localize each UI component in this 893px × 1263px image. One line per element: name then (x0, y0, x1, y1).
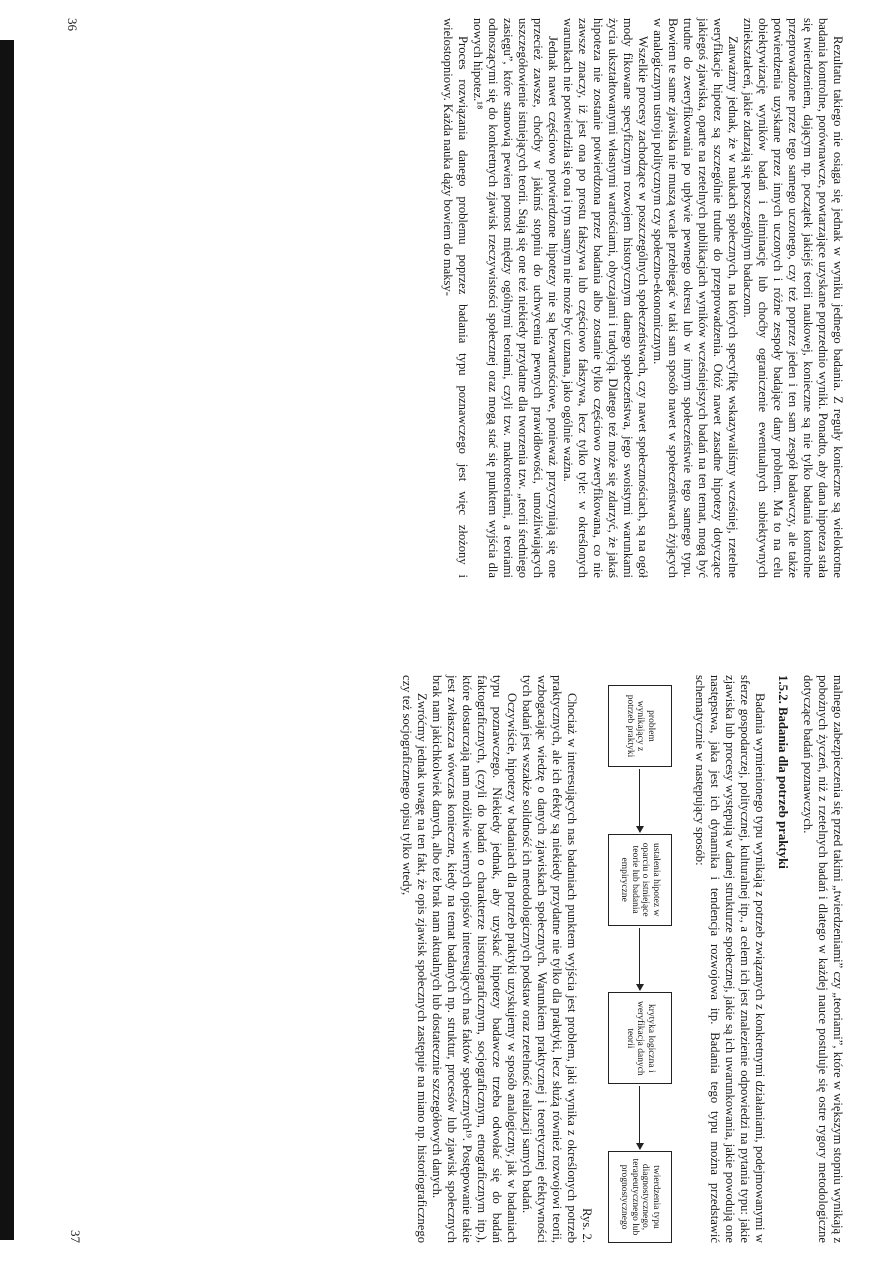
arrow-icon (640, 928, 641, 991)
paragraph: malnego zabezpieczenia się przed takimi „twierdzeniami” czy „teoriami”, które w większym stopniu wynikają z pobożnych życzeń, niż z rzetelnych badań i dlatego w każdej nauce postuluje się ostre rygory metodologiczne dotyczące badań poznawczych. (801, 675, 845, 1243)
page-number: 37 (68, 1230, 83, 1243)
arrow-icon (640, 769, 641, 832)
diagram-box-hypotheses: ustalenia hipotez w oparciu o istniejące teorie lub badania empiryczne (608, 834, 672, 926)
paragraph: Oczywiście, hipotezy w badaniach dla potrzeb praktyki uzyskujemy w sposób analogiczny, jak w badaniach typu poznawczego. Niekiedy jednak, aby uzyskać hipotezy badawcze trzeba odwołać się do badań faktograficznych, (czyli do badań o charakterze historiograficznym, socjograficznym, etnograficznym itp.), które dostarczają nam możliwie wiernych opisów interesujących nas faktów społecznych¹⁹. Postępowanie takie jest zwłaszcza wówczas konieczne, kiedy na temat badanych np. struktur, procesów lub zjawisk społecznych brak nam jakichkolwiek danych, albo też brak nam aktualnych lub dostatecznie szczegółowych danych. (430, 675, 519, 1243)
paragraph: Badania wymienionego typu wynikają z potrzeb związanych z konkretnymi działaniami, podejmowanymi w sferze gospodarczej, politycznej, kulturalnej itp., a celem ich jest znalezienie odpowiedzi na pytania typu: jakie zjawiska lub procesy występują w danej strukturze społecznej, jakie są ich uwarunkowania, jakie powodują one następstwa, jaka jest ich dynamika i tendencja rozwojowa itp. Badania tego typu można przedstawić schematycznie w następujący sposób: (693, 675, 767, 1243)
paragraph: Wszelkie procesy zachodzące w poszczególnych społeczeństwach, czy nawet społecznościach, są na ogół mody fikowane specyficznym rozwojem historycznym danego społeczeństwa, jego swoistymi warunkami życia ukształtowanymi własnymi wartościami, obyczajami i tradycją. Dlatego też może się zdarzyć, że jakaś hipoteza nie zostanie potwierdzona przez badania albo zostanie tylko częściowo zweryfikowana, co nie zawsze znaczy, iż jest ona po prostu fałszywa lub częściowo fałszywa, lecz tylko tyle: w określonych warunkach nie potwierdziła się ona i tym samym nie może być uznana, jako ogólnie ważna. (561, 18, 650, 578)
paragraph: Jednak nawet częściowo potwierdzone hipotezy nie są bezwartościowe, ponieważ przyczyniają się one przecież zawsze, choćby w jakimś stopniu do uchwycenia pewnych prawidłowości, umożliwiających uszczegółowienie istniejących teorii. Stają się one też niekiedy przydatne dla tworzenia tzw. „teorii średniego zasięgu”, które stanowią pewien pomost między ogólnymi teoriami, czyli tzw. makroteoriami, a teoriami odnoszącymi się do konkretnych zjawisk rzeczywistości społecznej oraz mogą stać się punktem wyjścia dla nowych hipotez.¹⁸ (471, 18, 560, 578)
arrow-icon (640, 1086, 641, 1149)
paragraph: Zwróćmy jednak uwagę na ten fakt, że opis zjawisk społecznych zastępuje na miano np. historiograficznego czy też socjograficznego opisu tylko wtedy, (400, 675, 429, 1243)
section-title: 1.5.2. Badania dla potrzeb praktyki (776, 675, 790, 869)
paragraph: Zauważmy jednak, że w naukach społecznych, na których specyfikę wskazywaliśmy wcześniej, rzetelne weryfikacje hipotez są szczególnie trudne do przeprowadzenia. Otóż nawet zasadne hipotezy dotyczące jakiegoś zjawiska, oparte na rzetelnych publikacjach wyników wcześniejszych badań na ten temat, mogą być trudne do zweryfikowania po upływie pewnego okresu lub w innym społeczeństwie tego samego typu. Bowiem te same zjawiska nie muszą wcale przebiegać w taki sam sposób nawet w społeczeństwach żyjących w analogicznym ustroju politycznym czy społeczno-ekonomicznym. (651, 18, 740, 578)
paragraph: Proces rozwiązania danego problemu poprzez badania typu poznawczego jest więc złożony i wielostopniowy. Każda nauka dąży bowiem do maksy- (441, 18, 470, 578)
diagram-box-statements: twierdzenia typu diagnostycznego, terapeutycznego lub prognostycznego (608, 1151, 672, 1243)
page-number: 36 (65, 18, 80, 31)
flow-diagram (598, 675, 682, 1243)
diagram-box-critique: krytyka logiczna i weryfikacja danych teorii (608, 992, 672, 1084)
diagram-box-problem: problem wynikający z potrzeb praktyki (608, 685, 672, 767)
paragraph: Rezultatu takiego nie osiąga się jednak w wyniku jednego badania. Z reguły konieczne są wielokrotne badania kontrolne, porównawcze, powtarzające uzyskane poprzednio wyniki. Ponadto, aby dana hipoteza stała się twierdzeniem, dającym np. początek jakiejś teorii naukowej, konieczne są nie tylko badania kontrolne przeprowadzone przez tego samego uczonego, czy też poprzez jeden i ten sam zespół badawczy, ale także potwierdzenia uzyskane przez innych uczonych i różne zespoły badające dany problem. Ma to na celu obiektywizację wyników badań i eliminację lub choćby ograniczenie ewentualnych subiektywnych zniekształceń, jakie zdarzają się poszczególnym badaczom. (741, 18, 845, 578)
left-page (65, 18, 845, 578)
figure-caption: Rys. 2. (580, 1208, 594, 1243)
scan-edge-shadow (0, 40, 14, 1240)
right-page (68, 675, 845, 1243)
paragraph: Chociaż w interesujących nas badaniach punktem wyjścia jest problem, jaki wynika z określonych potrzeb praktycznych, ale ich efekty są niekiedy przydatne nie tylko dla praktyki, lecz służą również rozwojowi teorii, wzbogacając wiedzę o danych zjawiskach społecznych. Warunkiem praktycznej i teoretycznej efektywności tych badań jest wszakże solidność ich metodologicznych podstaw oraz rzetelność realizacji samych badań. (520, 675, 579, 1243)
